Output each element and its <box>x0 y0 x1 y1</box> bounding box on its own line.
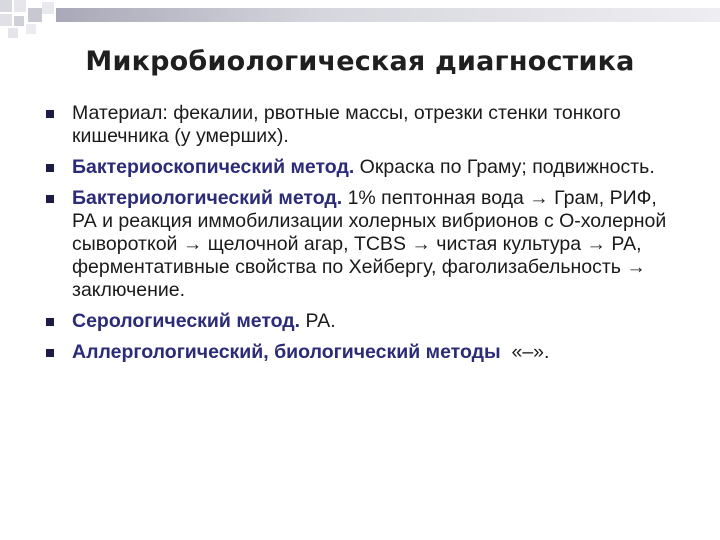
item-text: «–». <box>500 341 550 363</box>
decorative-square <box>14 16 24 26</box>
item-lead: Бактериоскопический метод. <box>72 156 355 178</box>
list-item <box>40 310 680 333</box>
item-lead: Бактериологический метод. <box>72 187 343 209</box>
decorative-bar <box>56 8 720 22</box>
slide-title: Микробиологическая диагностика <box>85 46 635 77</box>
decorative-square <box>0 14 12 26</box>
square-bullet-icon <box>46 164 54 172</box>
list-item <box>40 102 680 148</box>
decorative-square <box>42 2 54 14</box>
item-text: Материал: фекалии, рвотные массы, отрезки стенки тонкого кишечника (у умерших). <box>72 102 621 147</box>
square-bullet-icon <box>46 195 54 203</box>
list-item <box>40 156 680 179</box>
decorative-square <box>8 28 18 38</box>
list-item <box>40 341 680 364</box>
decorative-square <box>26 24 36 34</box>
square-bullet-icon <box>46 110 54 118</box>
square-bullet-icon <box>46 318 54 326</box>
item-lead: Серологический метод. <box>72 310 301 332</box>
item-lead: Аллергологический, биологический методы <box>72 341 501 363</box>
decorative-square <box>28 8 42 22</box>
decorative-square <box>14 0 26 12</box>
item-text: 1% пептонная вода → Грам, РИФ, РА и реакция иммобилизации холерных вибрионов с О-холерной сывороткой → щелочной агар, TCBS → чистая культура → РА, ферментативные свойства по Хейбергу, фаголизабельность → заключение. <box>72 187 667 301</box>
bullet-list <box>40 102 680 372</box>
square-bullet-icon <box>46 349 54 357</box>
item-text: Окраска по Граму; подвижность. <box>354 156 655 178</box>
decorative-square <box>0 0 12 12</box>
list-item <box>40 187 680 302</box>
item-text: РА. <box>300 310 336 332</box>
